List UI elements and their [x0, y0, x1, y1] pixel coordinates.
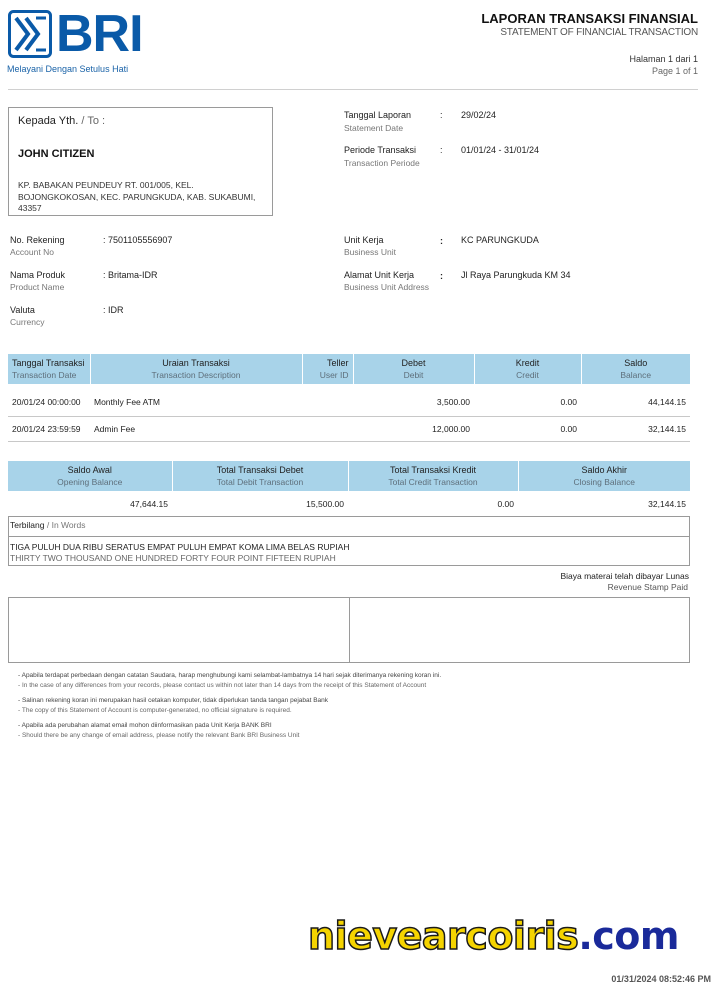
account-number-label-en: Account No [10, 247, 54, 257]
summary-header-opening [8, 461, 172, 491]
account-number-label: No. Rekening [10, 235, 65, 245]
summary-values-row [8, 491, 690, 516]
business-unit-address-label: Alamat Unit Kerja [344, 270, 415, 280]
transactions-table [8, 354, 690, 442]
col-header-balance-id: Saldo [624, 358, 648, 368]
summary-header-credit-en: Total Credit Transaction [388, 477, 478, 487]
stamp-text-id: Biaya materai telah dibayar Lunas [560, 571, 689, 581]
signature-box-left [8, 597, 350, 663]
col-header-credit-id: Kredit [515, 358, 540, 368]
product-name-label: Nama Produk [10, 270, 66, 280]
footnote-item [18, 721, 698, 741]
cell-description: Monthly Fee ATM [90, 384, 302, 416]
col-header-teller [302, 354, 353, 384]
page-number-en: Page 1 of 1 [651, 66, 698, 76]
cell-debit: 3,500.00 [353, 384, 474, 416]
watermark-part-a: nieve [308, 914, 422, 958]
summary-header-credit-id: Total Transaksi Kredit [389, 465, 477, 475]
statement-date-value: 29/02/24 [461, 110, 497, 120]
watermark-part-b: arcoiris [421, 914, 579, 958]
summary-header-debit-en: Total Debit Transaction [216, 477, 304, 487]
in-words-divider [8, 536, 690, 537]
table-row [8, 416, 690, 441]
col-header-debit [353, 354, 474, 384]
in-words-label [10, 520, 85, 530]
business-unit-address-value: Jl Raya Parungkuda KM 34 [461, 270, 571, 280]
cell-teller [302, 416, 353, 441]
page-number-id: Halaman 1 dari 1 [629, 54, 698, 64]
header-divider [8, 89, 698, 90]
footnotes [18, 671, 698, 746]
recipient-name: JOHN CITIZEN [18, 148, 95, 160]
col-header-balance [581, 354, 690, 384]
account-number-value: : 7501105556907 [103, 235, 173, 245]
table-row [8, 384, 690, 416]
recipient-address: KP. BABAKAN PEUNDEUY RT. 001/005, KEL. BOJONGKOKOSAN, KEC. PARUNGKUDA, KAB. SUKABUMI, 43357 [18, 180, 256, 213]
col-header-balance-en: Balance [620, 370, 652, 380]
col-header-date-id: Tanggal Transaksi [12, 358, 85, 368]
watermark-part-c: .com [578, 914, 680, 958]
currency-label: Valuta [10, 305, 35, 315]
footnote-id: - Apabila terdapat perbedaan dengan catatan Saudara, harap menghubungi kami selambat-lambatnya 14 hari sejak diterimanya rekening koran ini. [18, 672, 442, 679]
footnote-item [18, 671, 698, 691]
closing-balance-value: 32,144.15 [648, 498, 686, 509]
summary-header-credit [348, 461, 518, 491]
col-header-description-id: Uraian Transaksi [162, 358, 230, 368]
footnote-en: - In the case of any differences from your records, please contact us within not later than 14 days from the receipt of this Statement of Account [18, 682, 427, 689]
signature-box-right [349, 597, 690, 663]
footnote-id: - Apabila ada perubahan alamat email mohon diinformasikan pada Unit Kerja BANK BRI [18, 722, 272, 729]
recipient-label [18, 115, 105, 127]
footnote-id: - Salinan rekening koran ini merupakan hasil cetakan komputer, tidak diperlukan tanda tangan pejabat Bank [18, 697, 329, 704]
currency-label-en: Currency [10, 317, 45, 327]
product-name-value: : Britama-IDR [103, 270, 158, 280]
col-header-date [8, 354, 90, 384]
footnote-item [18, 696, 698, 716]
summary-header-opening-id: Saldo Awal [67, 465, 112, 475]
print-timestamp: 01/31/2024 08:52:46 PM [611, 974, 711, 984]
cell-description: Admin Fee [90, 416, 302, 441]
summary-header-row [8, 461, 690, 491]
currency-value: : IDR [103, 305, 124, 315]
col-header-teller-id: Teller [326, 358, 349, 368]
col-header-date-en: Transaction Date [12, 370, 77, 380]
recipient-label-en: / To : [81, 115, 106, 127]
cell-debit: 12,000.00 [353, 416, 474, 441]
in-words-label-en: / In Words [46, 520, 86, 530]
cell-balance: 44,144.15 [581, 384, 690, 416]
in-words-text-en: THIRTY TWO THOUSAND ONE HUNDRED FORTY FOUR POINT FIFTEEN RUPIAH [10, 553, 336, 563]
period-label: Periode Transaksi [344, 145, 417, 155]
period-colon: : [440, 145, 443, 155]
summary-header-debit [172, 461, 348, 491]
business-unit-colon: : [440, 236, 443, 246]
cell-credit: 0.00 [474, 416, 581, 441]
total-credit-value: 0.00 [497, 498, 514, 509]
summary-header-debit-id: Total Transaksi Debet [216, 465, 304, 475]
col-header-description [90, 354, 302, 384]
business-unit-label: Unit Kerja [344, 235, 384, 245]
transactions-header-row [8, 354, 690, 384]
col-header-teller-en: User ID [319, 370, 349, 380]
summary-table [8, 461, 690, 516]
business-unit-address-label-en: Business Unit Address [344, 282, 430, 292]
col-header-credit-en: Credit [516, 370, 539, 380]
cell-balance: 32,144.15 [581, 416, 690, 441]
cell-date: 20/01/24 00:00:00 [8, 384, 90, 416]
business-unit-label-en: Business Unit [344, 247, 396, 257]
brand-name: BRI [56, 5, 143, 63]
opening-balance-value: 47,644.15 [130, 498, 168, 509]
statement-date-colon: : [440, 110, 443, 120]
summary-header-closing-id: Saldo Akhir [581, 465, 628, 475]
cell-teller [302, 384, 353, 416]
bri-logo-icon [8, 10, 52, 58]
summary-header-opening-en: Opening Balance [57, 477, 123, 487]
report-title: LAPORAN TRANSAKSI FINANSIAL [481, 11, 698, 26]
report-subtitle: STATEMENT OF FINANCIAL TRANSACTION [500, 27, 698, 38]
col-header-debit-id: Debet [401, 358, 426, 368]
watermark [308, 914, 679, 958]
brand-tagline: Melayani Dengan Setulus Hati [7, 64, 129, 74]
in-words-label-id: Terbilang [10, 520, 45, 530]
statement-date-label: Tanggal Laporan [344, 110, 412, 120]
in-words-text-id: TIGA PULUH DUA RIBU SERATUS EMPAT PULUH EMPAT KOMA LIMA BELAS RUPIAH [10, 542, 350, 552]
product-name-label-en: Product Name [10, 282, 65, 292]
period-label-en: Transaction Periode [344, 158, 420, 168]
business-unit-address-colon: : [440, 271, 443, 281]
col-header-credit [474, 354, 581, 384]
summary-header-closing-en: Closing Balance [573, 477, 635, 487]
business-unit-value: KC PARUNGKUDA [461, 235, 539, 245]
col-header-debit-en: Debit [403, 370, 424, 380]
cell-date: 20/01/24 23:59:59 [8, 416, 90, 441]
period-value: 01/01/24 - 31/01/24 [461, 145, 540, 155]
summary-header-closing [518, 461, 690, 491]
statement-date-label-en: Statement Date [344, 123, 404, 133]
col-header-description-en: Transaction Description [151, 370, 241, 380]
footnote-en: - Should there be any change of email address, please notify the relevant Bank BRI Business Unit [18, 732, 300, 739]
stamp-text-en: Revenue Stamp Paid [607, 582, 688, 592]
footnote-en: - The copy of this Statement of Account is computer-generated, no official signature is required. [18, 707, 292, 714]
cell-credit: 0.00 [474, 384, 581, 416]
recipient-label-id: Kepada Yth. [18, 115, 79, 127]
total-debit-value: 15,500.00 [306, 498, 344, 509]
